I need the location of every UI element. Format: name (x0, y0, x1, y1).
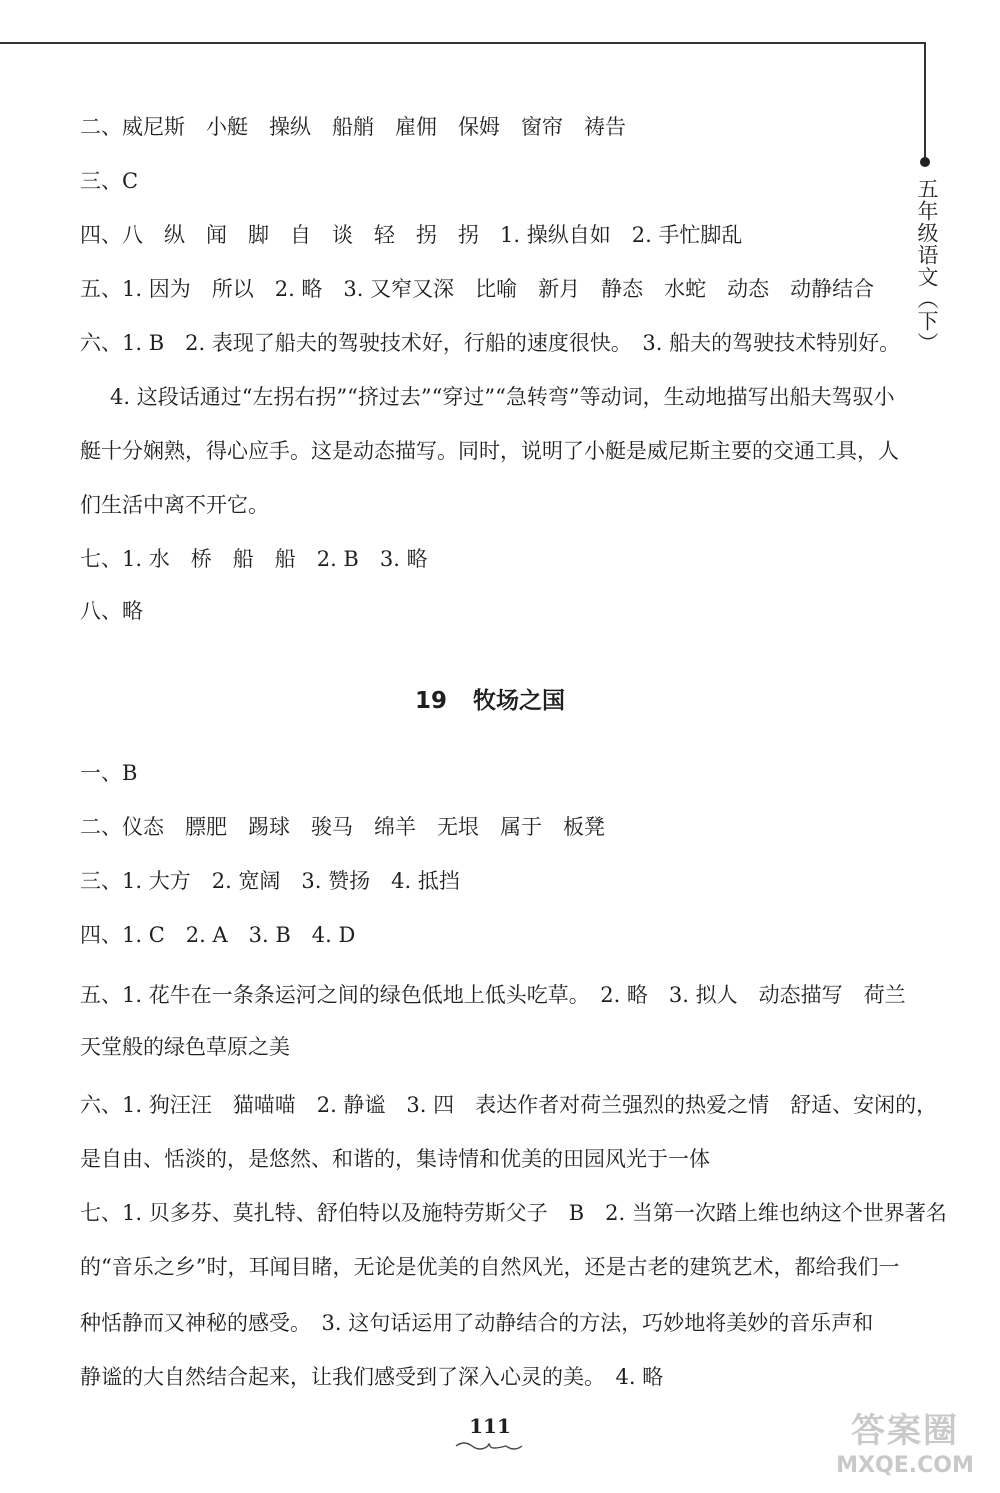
section-title: 牧场之国 (473, 688, 565, 714)
answer-line: 五、1. 因为 所以 2. 略 3. 又窄又深 比喻 新月 静态 水蛇 动态 动静结合 (80, 277, 875, 301)
answer-line: 五、1. 花牛在一条条运河之间的绿色低地上低头吃草。 2. 略 3. 拟人 动态描写 荷兰 (80, 983, 906, 1007)
answer-line: 三、1. 大方 2. 宽阔 3. 赞扬 4. 抵挡 (80, 869, 460, 893)
side-dot-icon (920, 157, 930, 167)
answer-line: 静谧的大自然结合起来，让我们感受到了深入心灵的美。 4. 略 (80, 1365, 664, 1389)
answer-line: 八、略 (80, 599, 143, 623)
answer-line: 天堂般的绿色草原之美 (80, 1035, 290, 1059)
answer-line: 六、1. B 2. 表现了船夫的驾驶技术好，行船的速度很快。 3. 船夫的驾驶技术特别好。 (80, 331, 901, 355)
answer-line: 四、八 纵 闻 脚 自 谈 轻 拐 拐 1. 操纵自如 2. 手忙脚乱 (80, 223, 743, 247)
answer-line: 4. 这段话通过“左拐右拐”“挤过去”“穿过”“急转弯”等动词，生动地描写出船夫驾驭小 (110, 385, 895, 409)
answer-line: 艇十分娴熟，得心应手。这是动态描写。同时，说明了小艇是威尼斯主要的交通工具，人 (80, 439, 899, 463)
section-heading (0, 682, 980, 715)
answer-line: 们生活中离不开它。 (80, 493, 269, 517)
answer-line: 六、1. 狗汪汪 猫喵喵 2. 静谧 3. 四 表达作者对荷兰强烈的热爱之情 舒适、安闲的， (80, 1093, 938, 1117)
answer-line: 一、B (80, 761, 138, 785)
answer-line: 七、1. 水 桥 船 船 2. B 3. 略 (80, 547, 428, 571)
answer-line: 的“音乐之乡”时，耳闻目睹，无论是优美的自然风光，还是古老的建筑艺术，都给我们一 (80, 1255, 900, 1279)
watermark-logo (820, 1410, 990, 1490)
answer-line: 四、1. C 2. A 3. B 4. D (80, 923, 356, 947)
watermark-text: 答案圈 (851, 1411, 959, 1451)
section-number: 19 (414, 688, 447, 714)
watermark-url: MXQE.COM (836, 1453, 974, 1478)
side-title: 五年级语文（下） (915, 178, 939, 354)
answer-line: 二、威尼斯 小艇 操纵 船艄 雇佣 保姆 窗帘 祷告 (80, 115, 626, 139)
header-rule (0, 42, 924, 44)
side-rule (924, 42, 926, 160)
answer-line: 三、C (80, 169, 139, 193)
page-number: 111 (469, 1414, 511, 1438)
answer-line: 二、仪态 膘肥 踢球 骏马 绵羊 无垠 属于 板凳 (80, 815, 605, 839)
ornament-icon (454, 1440, 524, 1452)
answer-line: 是自由、恬淡的，是悠然、和谐的，集诗情和优美的田园风光于一体 (80, 1147, 710, 1171)
answer-line: 种恬静而又神秘的感受。 3. 这句话运用了动静结合的方法，巧妙地将美妙的音乐声和 (80, 1311, 874, 1335)
answer-line: 七、1. 贝多芬、莫扎特、舒伯特以及施特劳斯父子 B 2. 当第一次踏上维也纳这个世界著名 (80, 1201, 947, 1225)
